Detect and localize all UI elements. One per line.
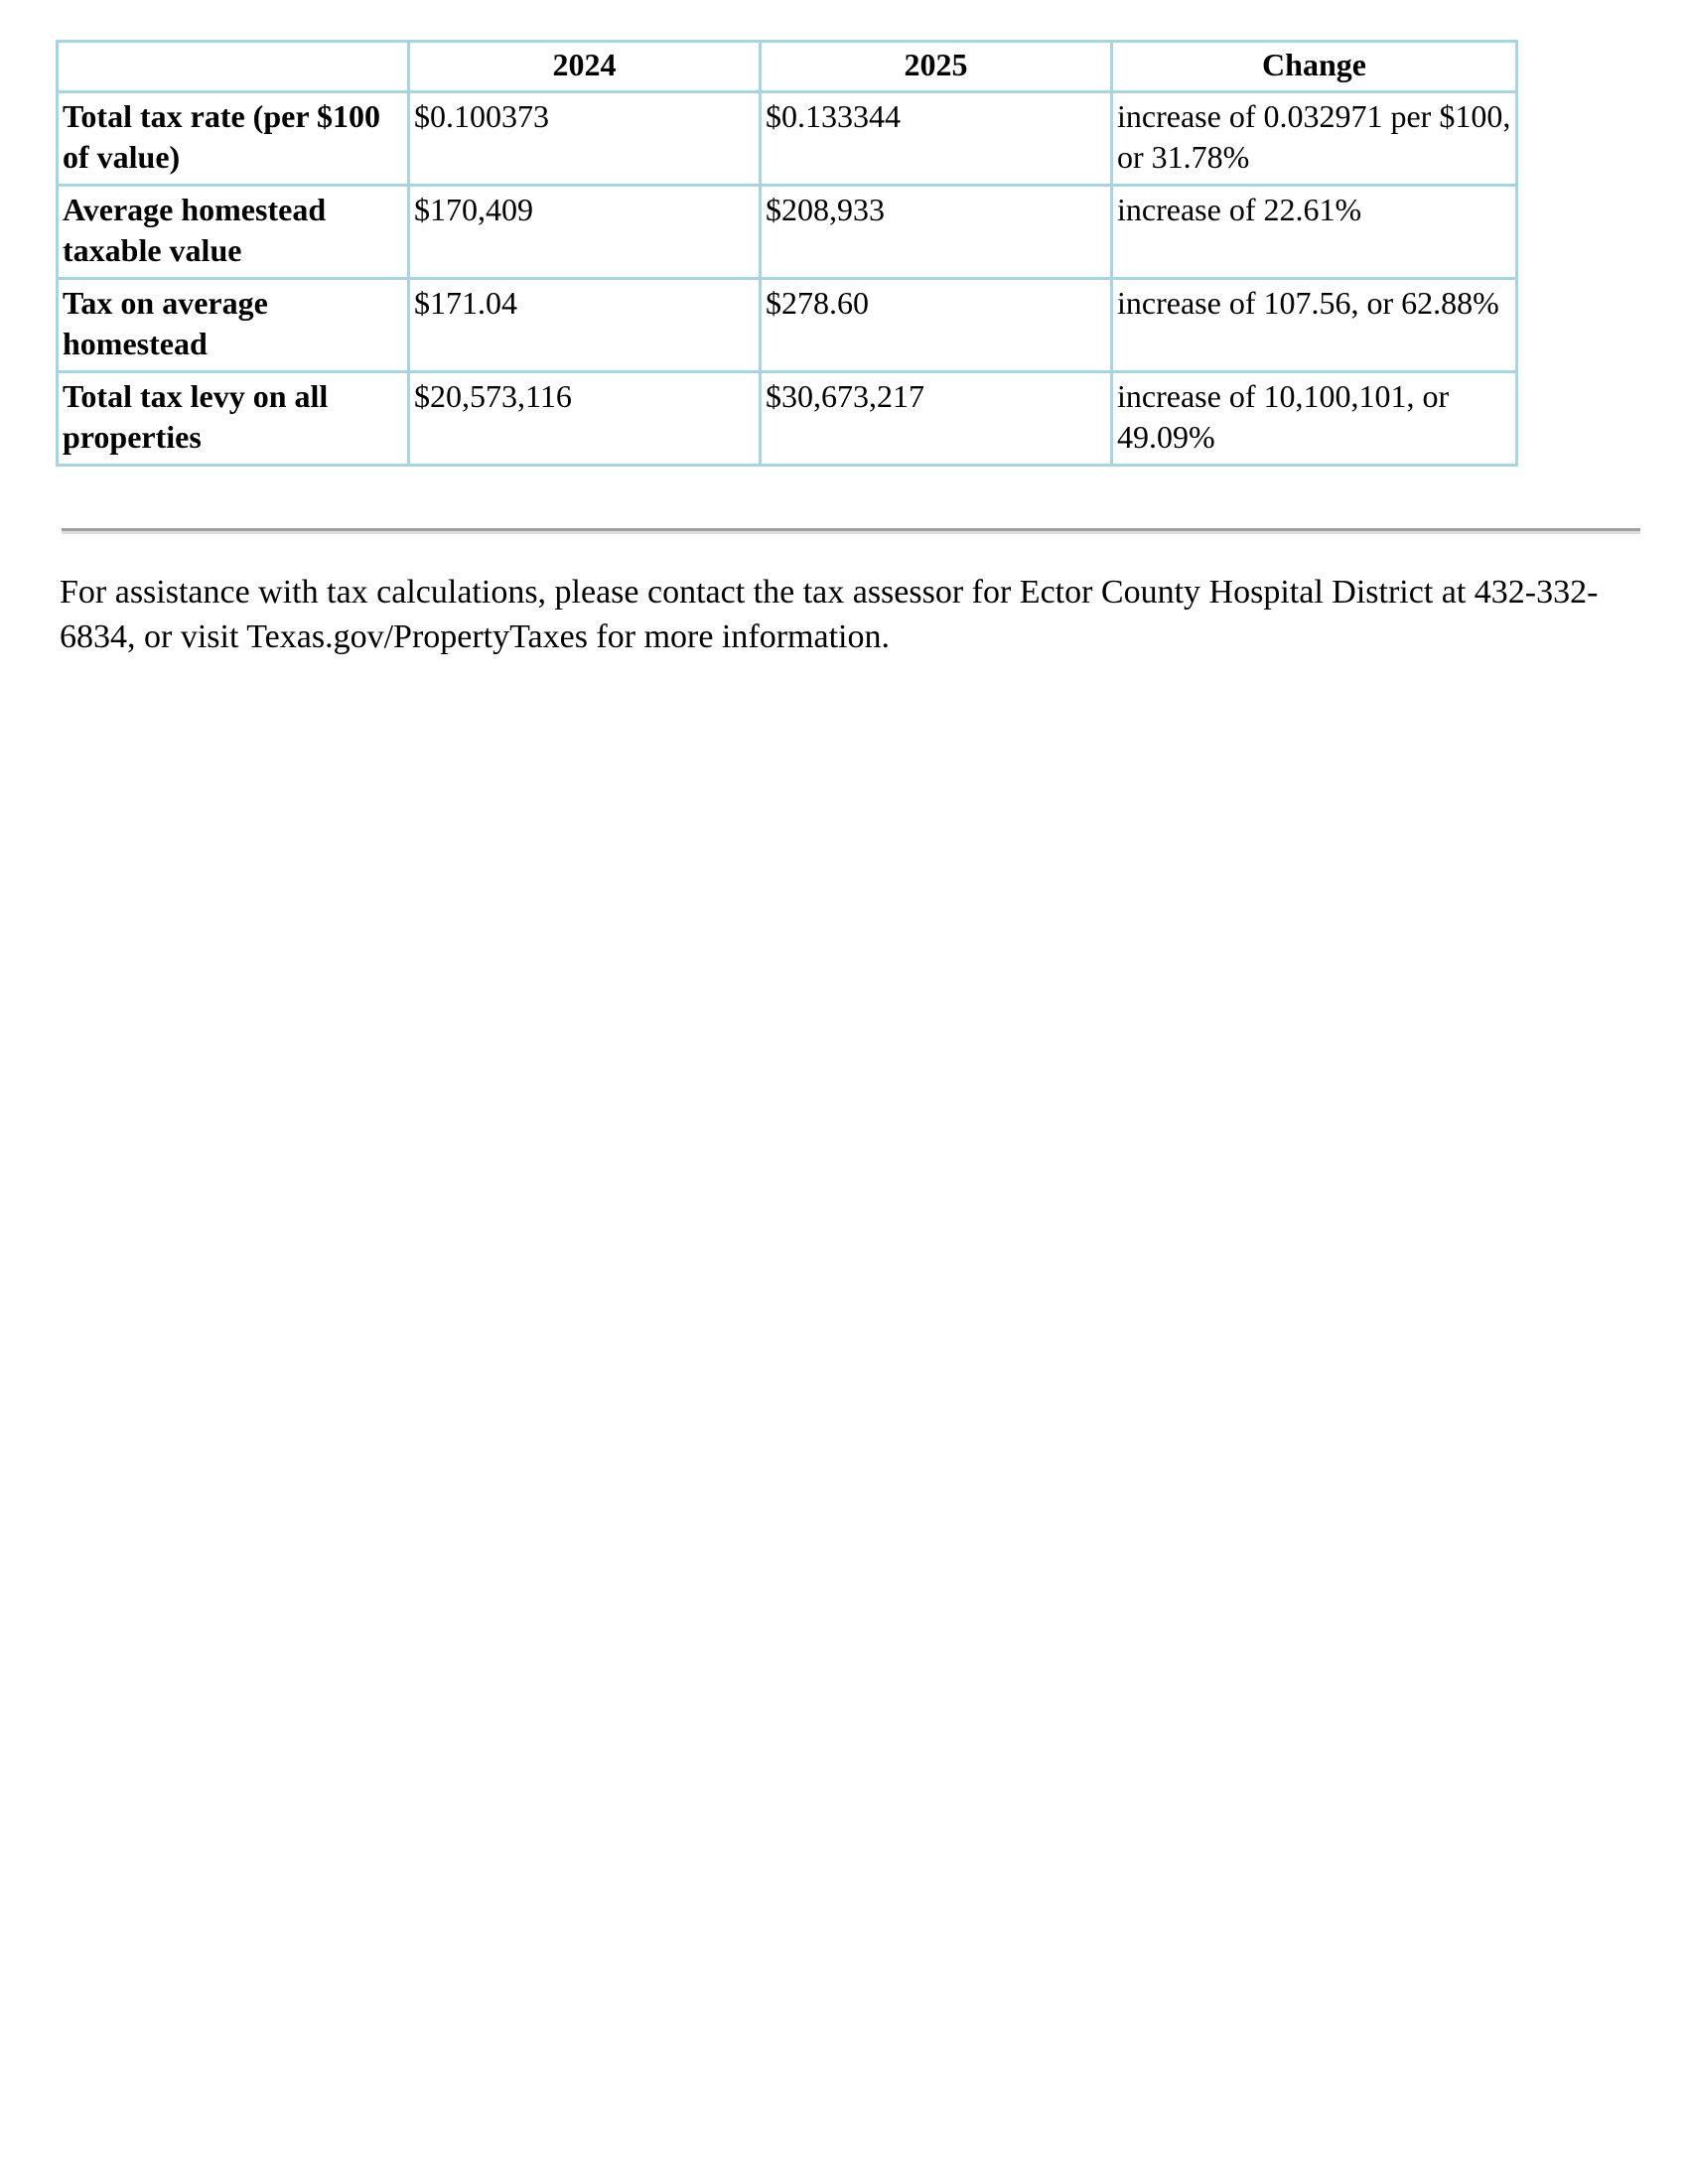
table-row — [58, 186, 1517, 279]
header-2025: 2025 — [761, 42, 1112, 92]
row-label: Total tax levy on all properties — [58, 372, 409, 466]
value-2024: $171.04 — [409, 279, 761, 372]
table-row — [58, 92, 1517, 186]
row-label: Tax on average homestead — [58, 279, 409, 372]
value-2025: $0.133344 — [761, 92, 1112, 186]
value-change: increase of 0.032971 per $100, or 31.78% — [1112, 92, 1517, 186]
assistance-note: For assistance with tax calculations, please contact the tax assessor for Ector County Hospital District at 432-332-6834, or visit Texas.gov/PropertyTaxes for more information. — [60, 574, 1599, 655]
header-empty-cell — [58, 42, 409, 92]
value-change: increase of 107.56, or 62.88% — [1112, 279, 1517, 372]
value-2024: $20,573,116 — [409, 372, 761, 466]
table-row — [58, 372, 1517, 466]
value-2025: $30,673,217 — [761, 372, 1112, 466]
row-label: Average homestead taxable value — [58, 186, 409, 279]
value-change: increase of 10,100,101, or 49.09% — [1112, 372, 1517, 466]
header-change: Change — [1112, 42, 1517, 92]
value-2025: $278.60 — [761, 279, 1112, 372]
header-2024: 2024 — [409, 42, 761, 92]
row-label: Total tax rate (per $100 of value) — [58, 92, 409, 186]
value-2025: $208,933 — [761, 186, 1112, 279]
table-header-row — [58, 42, 1517, 92]
table-row — [58, 279, 1517, 372]
value-change: increase of 22.61% — [1112, 186, 1517, 279]
tax-comparison-table — [56, 40, 1518, 467]
value-2024: $170,409 — [409, 186, 761, 279]
horizontal-divider — [62, 528, 1640, 534]
value-2024: $0.100373 — [409, 92, 761, 186]
